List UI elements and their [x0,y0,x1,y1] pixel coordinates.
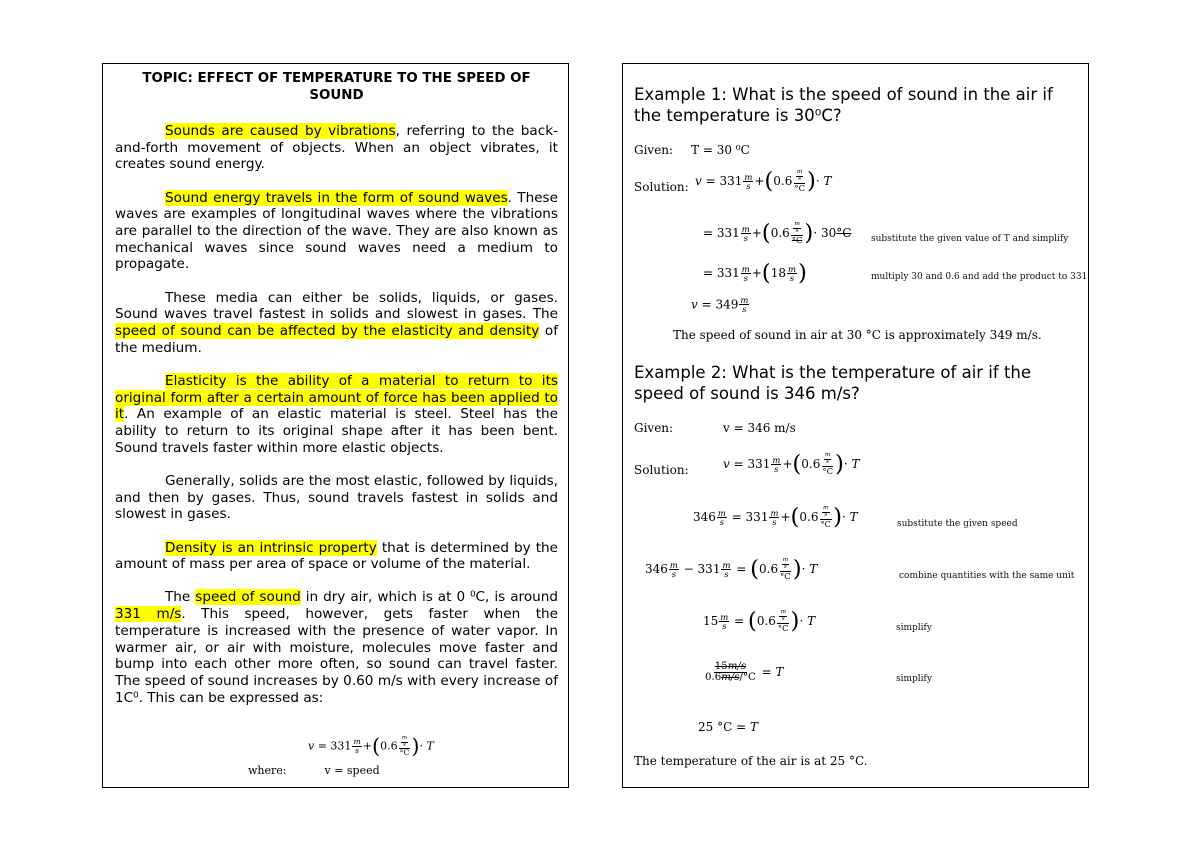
left-page [102,63,569,788]
ex1-note-multiply: multiply 30 and 0.6 and add the product to 331 [871,272,1088,282]
highlight-text: speed of sound can be affected by the elasticity and density [115,323,540,340]
highlight-text: Elasticity is the ability of a material to return to its original form after a certain amount of force has been applied to it [115,372,558,423]
ex2-result: 25 °C = T [698,720,758,734]
ex1-conclusion: The speed of sound in air at 30 °C is approximately 349 m/s. [673,328,1042,342]
topic-line-2: SOUND [309,88,364,103]
highlight-text: 331 m/s [115,606,182,623]
ex2-given-label: Given: [634,421,674,435]
ex2-given-value: v = 346 m/s [723,421,796,435]
where-line [248,764,380,777]
ex2-formula-line5: $\frac{15m/s}{0.6m/s/^\circ C}$ = T [705,661,784,684]
paragraph-text: , referring to the back-and-forth movement of objects. When an object vibrates, it creates sound energy. [115,123,558,173]
right-page [622,63,1089,788]
highlight-text: speed of sound [195,589,301,606]
highlight-text: Sounds are caused by vibrations [165,123,396,139]
paragraph-text: These media can either be solids, liquids, or gases. Sound waves travel fastest in solids and slowest in gases. The [115,289,558,323]
ex2-formula-line4: 15 $\frac{m}{s}$ = (0.6 $\frac{\frac{m}{s}}{^\circ C}$ )· T [703,608,816,634]
ex1-result: v = 349 $\frac{m}{s}$ [691,295,749,315]
paragraph-text: . This speed, however, gets faster when the temperature is increased with the presence of water vapor. In warmer air, or air with moisture, molecules move faster and bump into each other more often, so sound can travel faster. The speed of sound increases by 0.60 m/s with every increase of 1C⁰. This can be expressed as: [115,606,559,706]
highlight-text: Density is an intrinsic property [165,539,377,556]
example-1-title: Example 1: What is the speed of sound in the air if the temperature is 30⁰C? [634,85,1053,125]
paragraph-density [115,540,558,573]
ex1-solution-label: Solution: [634,180,689,194]
ex2-note-substitute: substitute the given speed [897,519,1018,529]
paragraph-text: . These waves are examples of longitudinal waves where the vibrations are parallel to the direction of the wave. They are also known as mechanical waves since sound waves need a medium to propagate. [115,189,559,273]
paragraph-text: The [165,589,196,606]
paragraph-text: . An example of an elastic material is steel. Steel has the ability to return to its original shape after it has been bent. Sound travels faster within more elastic objects. [115,406,558,456]
topic-title [115,70,558,104]
paragraph-text: of the medium. [115,323,558,356]
paragraph-media [115,290,558,357]
ex1-given-label: Given: [634,143,674,157]
paragraph-sound-waves [115,190,558,274]
where-label: where: [248,764,287,777]
paragraph-text: in dry air, which is at 0 ⁰C, is around [300,589,558,606]
ex2-note-simplify-2: simplify [896,674,932,684]
paragraph-vibrations [115,123,558,173]
ex2-conclusion: The temperature of the air is at 25 °C. [634,754,868,768]
paragraph-solids: Generally, solids are the most elastic, followed by liquids, and then by gases. Thus, sound travels fastest in solids and slowest in gases. [115,472,558,523]
ex1-given-value: T = 30 ⁰C [691,143,750,157]
ex1-note-substitute: substitute the given value of T and simplify [871,234,1069,244]
ex1-formula-line1: v = 331 $\frac{m}{s}$ +(0.6 $\frac{\frac{m}{s}}{^\circ C}$ )· T [695,168,832,194]
ex2-formula-line3: 346 $\frac{m}{s}$ − 331 $\frac{m}{s}$ = (0.6 $\frac{\frac{m}{s}}{^\circ C}$ )· T [645,556,818,582]
highlight-text: Sound energy travels in the form of sound waves [165,189,508,206]
ex2-formula-line1: v = 331 $\frac{m}{s}$ +(0.6 $\frac{\frac{m}{s}}{^\circ C}$ )· T [723,451,860,477]
paragraph-text: that is determined by the amount of mass per area of space or volume of the material. [115,539,559,573]
example-2-title: Example 2: What is the temperature of air if the speed of sound is 346 m/s? [634,363,1032,403]
ex2-formula-line2: 346 $\frac{m}{s}$ = 331 $\frac{m}{s}$ +(0.6 $\frac{\frac{m}{s}}{^\circ C}$ )· T [693,504,858,530]
topic-line-1: TOPIC: EFFECT OF TEMPERATURE TO THE SPEED OF [142,71,531,86]
ex1-formula-line2: = 331 $\frac{m}{s}$ +(0.6 $\frac{\frac{m}{s}}{^\circ C}$ )· 30°C [703,220,852,246]
ex2-solution-label: Solution: [634,463,689,477]
paragraph-elasticity [115,373,558,457]
speed-formula: v = 331 $\frac{m}{s}$ +(0.6 $\frac{\frac{m}{s}}{^\circ C}$ )· T [308,734,434,758]
ex2-note-combine: combine quantities with the same unit [899,571,1075,581]
paragraph-speed [115,589,558,706]
ex1-formula-line3: = 331 $\frac{m}{s}$ +(18 $\frac{m}{s}$ ) [703,260,807,286]
ex2-note-simplify-1: simplify [896,623,932,633]
where-speed: v = speed [324,764,380,777]
